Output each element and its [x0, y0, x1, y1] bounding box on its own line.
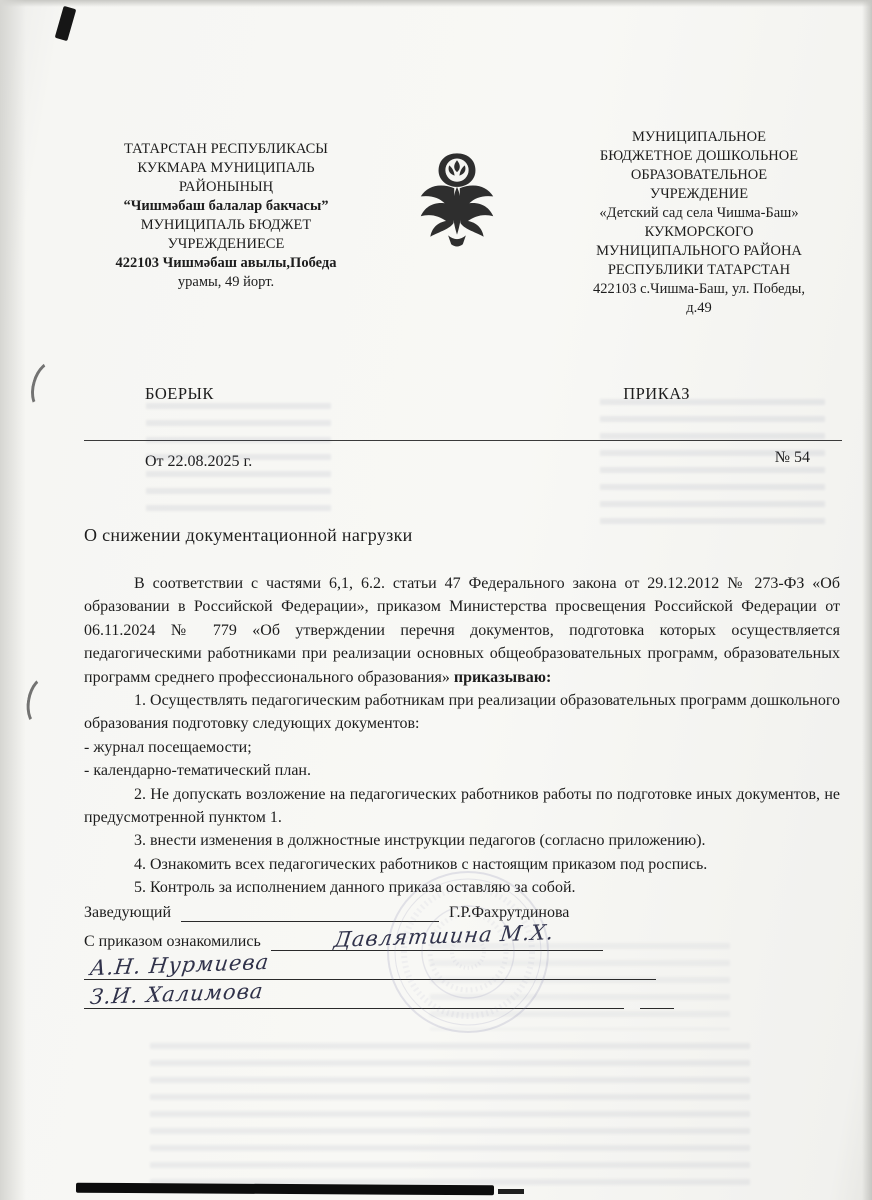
scan-bottom-mark — [498, 1189, 524, 1194]
letterhead-line: “Чишмәбаш балалар бакчасы” — [123, 198, 329, 214]
handwritten-signature: Давлятшина М.Х. — [332, 919, 556, 952]
order-label-tatar: БОЕРЫК — [145, 384, 214, 403]
order-item: - календарно-тематический план. — [84, 762, 311, 780]
letterhead-line: КУКМОРСКОГО — [644, 224, 754, 240]
order-label-russian: ПРИКАЗ — [623, 384, 690, 403]
letterhead-line: «Детский сад села Чишма-Баш» — [599, 205, 799, 221]
order-item: 4. Ознакомить всех педагогических работников с настоящим приказом под роспись. — [134, 855, 708, 873]
bleed-through-text — [146, 400, 331, 520]
signature-line — [181, 903, 439, 922]
intro-keyword: приказываю: — [453, 668, 552, 686]
letterhead-line: д.49 — [686, 300, 712, 316]
letterhead-line: УЧРЕЖДЕНИЕСЕ — [167, 236, 285, 252]
letterhead-russian — [568, 128, 830, 318]
scan-artifact-curve — [25, 357, 70, 416]
bleed-through-text — [600, 396, 825, 524]
order-item: 5. Контроль за исполнением данного приказа оставляю за собой. — [134, 879, 576, 897]
head-name: Г.Р.Фахрутдинова — [449, 903, 570, 921]
order-item: 1. Осуществлять педагогическим работникам при реализации образовательных программ дошкольного образования подготовку следующих документов: — [84, 692, 840, 733]
letterhead-line: МУНИЦИПАЛЬНОГО РАЙОНА — [596, 243, 802, 259]
letterhead-line: 422103 Чишмәбаш авылы,Победа — [115, 255, 337, 271]
ack-signature-row — [84, 978, 840, 1019]
scan-bottom-mark — [76, 1183, 494, 1196]
scan-artifact-curve — [23, 674, 64, 731]
order-date: От 22.08.2025 г. — [145, 453, 253, 470]
order-number: № 54 — [774, 449, 810, 466]
letterhead — [0, 0, 872, 318]
intro-text: В соответствии с частями 6,1, 6.2. статьи 47 Федерального закона от 29.12.2012 № 273-ФЗ «Об образовании в Российской Федерации», приказом Министерства просвещения Российской Федерации от 06.11.2024 № 779 «Об утверждении перечня документов, подготовка которых осуществляется педагогическими работниками при реализации основных общеобразовательных программ, образовательных программ среднего профессионального образования» — [84, 575, 840, 686]
letterhead-line: РЕСПУБЛИКИ ТАТАРСТАН — [607, 262, 791, 278]
handwritten-signature: З.И. Халимова — [88, 978, 266, 1009]
order-item: 3. внести изменения в должностные инструкции педагогов (согласно приложению). — [134, 832, 706, 850]
bleed-through-text — [150, 1040, 750, 1190]
letterhead-line: урамы, 49 йорт. — [177, 274, 275, 290]
intro-paragraph — [84, 572, 840, 689]
letterhead-line: БЮДЖЕТНОЕ ДОШКОЛЬНОЕ — [599, 148, 799, 164]
letterhead-line: 422103 с.Чишма-Баш, ул. Победы, — [592, 281, 806, 297]
letterhead-line: КУКМАРА МУНИЦИПАЛЬ — [137, 160, 315, 176]
letterhead-line: РАЙОНЫНЫҢ — [178, 179, 274, 195]
letterhead-line: УЧРЕЖДЕНИЕ — [649, 186, 749, 202]
handwritten-signature: А.Н. Нурмиева — [88, 949, 271, 980]
head-role-label: Заведующий — [84, 903, 172, 921]
signature-block — [84, 903, 840, 1019]
letterhead-line: МУНИЦИПАЛЬНОЕ — [632, 129, 766, 145]
letterhead-line: ОБРАЗОВАТЕЛЬНОЕ — [630, 167, 768, 183]
organization-emblem-icon — [416, 152, 498, 256]
letterhead-tatar — [106, 128, 346, 292]
order-body — [84, 572, 840, 900]
order-item: - журнал посещаемости; — [84, 738, 252, 756]
letterhead-line: МУНИЦИПАЛЬ БЮДЖЕТ — [140, 217, 312, 233]
ack-label: С приказом ознакомились — [84, 932, 261, 950]
order-item: 2. Не допускать возложение на педагогических работников работы по подготовке иных документов, не предусмотренной пунктом 1. — [84, 785, 840, 827]
document-title: О снижении документационной нагрузки — [84, 525, 413, 545]
signature-line — [640, 990, 674, 1009]
letterhead-line: ТАТАРСТАН РЕСПУБЛИКАСЫ — [124, 141, 328, 157]
